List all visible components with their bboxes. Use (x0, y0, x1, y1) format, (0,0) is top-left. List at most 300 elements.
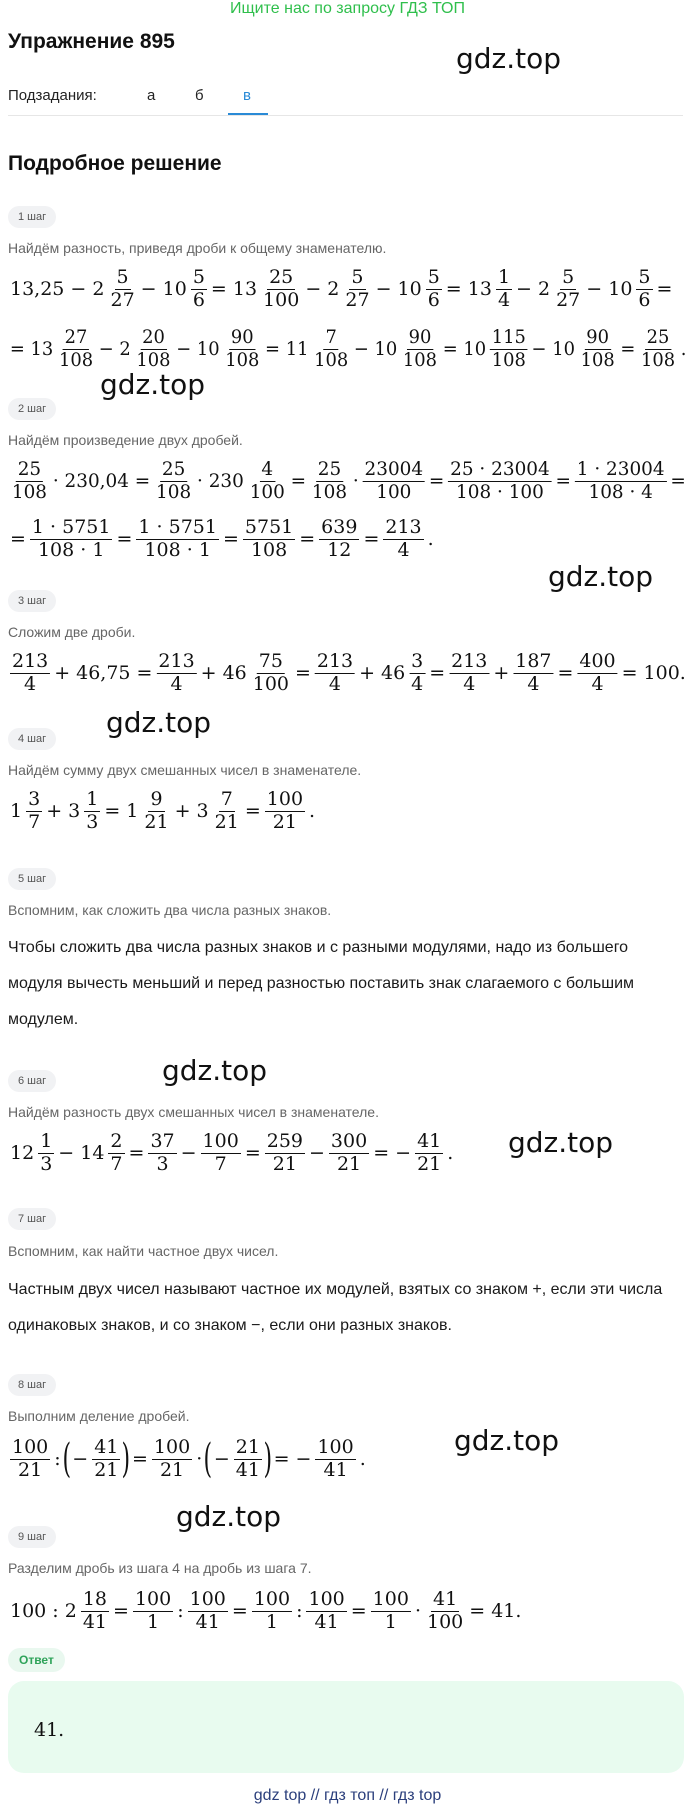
fraction (30, 517, 113, 562)
fraction (639, 327, 677, 372)
math-text: : (54, 1448, 61, 1470)
fraction (310, 459, 349, 504)
denominator: 108 (491, 348, 526, 371)
fraction (363, 459, 425, 504)
math-text: · (414, 1600, 421, 1622)
fraction (92, 1437, 120, 1482)
answer-badge: Ответ (8, 1648, 65, 1672)
step3-expression (8, 644, 688, 702)
denominator: 41 (323, 1458, 348, 1481)
fraction (554, 267, 582, 312)
denominator: 7 (28, 810, 41, 833)
parenthesis: ) (121, 1436, 131, 1482)
math-text: − 10 (531, 338, 575, 360)
tab-a[interactable]: а (147, 87, 156, 104)
numerator: 90 (586, 325, 610, 348)
step-description: Сложим две дроби. (8, 624, 136, 640)
denominator: 100 (426, 1610, 464, 1633)
fraction (319, 517, 359, 562)
fraction (329, 1131, 369, 1176)
denominator: 3 (86, 810, 99, 833)
math-text: = 13 (9, 338, 54, 360)
numerator: 100 (153, 1435, 191, 1458)
math-text: + 46 (200, 662, 247, 684)
math-text: − (309, 1142, 325, 1164)
step-description: Разделим дробь из шага 4 на дробь из шага 7. (8, 1560, 312, 1576)
numerator: 3 (411, 649, 424, 672)
denominator: 108 (314, 348, 349, 371)
watermark: gdz.top (176, 1500, 282, 1533)
fraction (26, 789, 42, 834)
step-badge: 3 шаг (8, 590, 56, 612)
math-text: − (72, 1448, 89, 1470)
parenthesis: ) (263, 1436, 273, 1482)
math-text: = 1 (104, 800, 139, 822)
fraction (234, 1437, 262, 1482)
tab-b[interactable]: б (195, 87, 204, 104)
denominator: 108 (58, 348, 94, 371)
tab-v[interactable]: в (243, 87, 251, 104)
step-badge: 7 шаг (8, 1208, 56, 1230)
math-text: = (231, 1600, 248, 1622)
numerator: 5 (351, 265, 364, 288)
watermark: gdz.top (106, 706, 212, 739)
step4-expression (8, 782, 317, 840)
fraction (243, 517, 295, 562)
math-text: − 14 (58, 1142, 105, 1164)
fraction (57, 327, 95, 372)
numerator: 5 (192, 265, 205, 288)
math-text: = (294, 662, 311, 684)
math-text: . (359, 1448, 366, 1470)
denominator: 21 (417, 1152, 442, 1175)
step-badge: 5 шаг (8, 868, 56, 890)
math-text: = (244, 1142, 261, 1164)
math-text: + 46,75 = (54, 662, 153, 684)
fraction (38, 1131, 54, 1176)
math-text: − 10 (140, 278, 187, 300)
step2-expression-line1 (8, 452, 688, 510)
step-badge: 4 шаг (8, 728, 56, 750)
numerator: 1 (40, 1129, 53, 1152)
denominator: 108 · 100 (456, 480, 544, 503)
fraction (496, 267, 512, 312)
numerator: 5 (427, 265, 440, 288)
parenthesis: ( (203, 1436, 213, 1482)
watermark: gdz.top (100, 368, 206, 401)
math-text: = − (373, 1142, 412, 1164)
step-description: Выполним деление дробей. (8, 1408, 190, 1424)
numerator: 115 (491, 325, 526, 348)
math-text: · (352, 470, 359, 492)
math-text: . (447, 1142, 454, 1164)
fraction (223, 327, 261, 372)
step-badge: 1 шаг (8, 206, 56, 228)
numerator: 5 (562, 265, 575, 288)
denominator: 4 (170, 672, 183, 695)
math-text: · 230,04 = (52, 470, 151, 492)
answer-value: 41. (34, 1719, 65, 1741)
numerator: 90 (230, 325, 254, 348)
numerator: 25 · 23004 (450, 457, 550, 480)
fraction (108, 267, 136, 312)
math-text: = (290, 470, 307, 492)
search-banner: Ищите нас по запросу ГДЗ ТОП (230, 0, 465, 17)
math-text: = 11 (265, 338, 309, 360)
denominator: 4 (411, 672, 424, 695)
math-text: 1 (10, 800, 23, 822)
fraction (248, 459, 287, 504)
fraction (261, 267, 301, 312)
tabs-divider (8, 115, 683, 116)
denominator: 4 (397, 538, 410, 561)
math-text: = (363, 528, 380, 550)
denominator: 1 (147, 1610, 160, 1633)
math-text: 12 (10, 1142, 35, 1164)
denominator: 108 (11, 480, 48, 503)
denominator: 1 (384, 1610, 397, 1633)
denominator: 21 (272, 1152, 297, 1175)
step-description: Найдём разность, приведя дроби к общему знаменателю. (8, 240, 387, 256)
fraction (409, 651, 425, 696)
numerator: 25 (17, 457, 42, 480)
numerator: 213 (385, 515, 422, 538)
denominator: 41 (235, 1458, 260, 1481)
numerator: 9 (150, 787, 163, 810)
denominator: 1 (265, 1610, 278, 1633)
denominator: 100 (376, 480, 412, 503)
math-text: 13,25 − 2 (10, 278, 105, 300)
numerator: 1 · 5751 (31, 515, 111, 538)
math-text: = 41. (469, 1600, 522, 1622)
fraction (152, 1437, 192, 1482)
denominator: 41 (82, 1610, 108, 1633)
fraction (371, 1589, 411, 1634)
denominator: 4 (527, 672, 540, 695)
section-title: Подробное решение (8, 152, 222, 175)
fraction (84, 789, 100, 834)
numerator: 41 (433, 1587, 458, 1610)
math-text: = (222, 528, 239, 550)
math-text: = (116, 528, 133, 550)
denominator: 27 (556, 288, 581, 311)
denominator: 108 · 4 (588, 480, 653, 503)
numerator: 100 (317, 1435, 354, 1458)
fraction (513, 651, 553, 696)
denominator: 6 (427, 288, 440, 311)
denominator: 21 (18, 1458, 43, 1481)
fraction (306, 1589, 346, 1634)
numerator: 100 (134, 1587, 172, 1610)
denominator: 4 (24, 672, 37, 695)
math-text: = (10, 528, 26, 550)
denominator: 7 (110, 1152, 123, 1175)
numerator: 100 (372, 1587, 409, 1610)
step8-expression (8, 1430, 368, 1488)
fraction (251, 651, 291, 696)
math-text: = (429, 662, 446, 684)
math-text: = (132, 1448, 148, 1470)
numerator: 213 (158, 649, 195, 672)
math-text: = (299, 528, 316, 550)
step-description: Найдём произведение двух дробей. (8, 432, 243, 448)
math-text: : (177, 1600, 184, 1622)
math-text: = (656, 278, 673, 300)
numerator: 1 (86, 787, 99, 810)
denominator: 6 (192, 288, 205, 311)
fraction (449, 651, 489, 696)
numerator: 5751 (244, 515, 294, 538)
fraction (265, 1131, 305, 1176)
fraction (448, 459, 551, 504)
math-text: 100 : 2 (10, 1600, 77, 1622)
fraction (108, 1131, 124, 1176)
numerator: 400 (579, 649, 616, 672)
denominator: 108 (156, 480, 192, 503)
step1-expression-line1 (8, 260, 674, 318)
numerator: 7 (220, 787, 233, 810)
math-text: · (196, 1448, 203, 1470)
fraction (154, 459, 193, 504)
denominator: 21 (214, 810, 239, 833)
step9-expression (8, 1582, 523, 1640)
numerator: 20 (142, 325, 165, 348)
fraction (265, 789, 305, 834)
fraction (252, 1589, 292, 1634)
numerator: 4 (261, 457, 274, 480)
numerator: 100 (308, 1587, 345, 1610)
math-text: − 10 (353, 338, 398, 360)
denominator: 108 (250, 538, 288, 561)
active-tab-indicator (228, 113, 268, 115)
watermark: gdz.top (162, 1054, 268, 1087)
denominator: 108 (640, 348, 676, 371)
numerator: 259 (266, 1129, 303, 1152)
denominator: 108 (225, 348, 260, 371)
denominator: 100 (252, 672, 289, 695)
fraction (188, 1589, 228, 1634)
step6-expression (8, 1124, 455, 1182)
step-description: Найдём разность двух смешанных чисел в знаменателе. (8, 1104, 379, 1120)
numerator: 1 (497, 265, 511, 288)
numerator: 18 (82, 1587, 108, 1610)
math-text: . (427, 528, 434, 550)
denominator: 27 (345, 288, 370, 311)
denominator: 7 (214, 1152, 227, 1175)
step-description: Найдём сумму двух смешанных чисел в знаменателе. (8, 762, 362, 778)
fraction (383, 517, 423, 562)
numerator: 75 (258, 649, 283, 672)
denominator: 108 (136, 348, 171, 371)
numerator: 1 · 5751 (138, 515, 217, 538)
fraction (636, 267, 652, 312)
fraction (133, 1589, 173, 1634)
numerator: 90 (408, 325, 432, 348)
fraction (577, 651, 617, 696)
denominator: 41 (195, 1610, 220, 1633)
numerator: 5 (638, 265, 651, 288)
math-text: . (309, 800, 316, 822)
math-text: − 2 (516, 278, 551, 300)
denominator: 100 (249, 480, 285, 503)
math-text: + 3 (46, 800, 81, 822)
math-text: − 10 (586, 278, 633, 300)
fraction (10, 651, 50, 696)
fraction (201, 1131, 241, 1176)
numerator: 25 (317, 457, 342, 480)
math-text: = 10 (442, 338, 487, 360)
denominator: 108 · 1 (144, 538, 211, 561)
math-text: = (670, 470, 686, 492)
fraction (213, 789, 241, 834)
denominator: 21 (94, 1458, 119, 1481)
math-text: = (620, 338, 636, 360)
fraction (343, 267, 371, 312)
denominator: 100 (263, 288, 300, 311)
math-text: = (128, 1142, 145, 1164)
denominator: 41 (314, 1610, 339, 1633)
math-text: = (244, 800, 261, 822)
rule-text: Чтобы сложить два числа разных знаков и с разными модулями, надо из большего модуля вычесть меньший и перед разностью поставить знак слагаемого с большим модулем. (8, 939, 635, 1028)
numerator: 21 (235, 1435, 260, 1458)
math-text: − 2 (98, 338, 131, 360)
numerator: 23004 (364, 457, 424, 480)
fraction (10, 1437, 50, 1482)
math-text: : (296, 1600, 303, 1622)
math-text: = (113, 1600, 129, 1622)
numerator: 300 (330, 1129, 368, 1152)
denominator: 27 (110, 288, 135, 311)
fraction (490, 327, 528, 372)
denominator: 21 (336, 1152, 362, 1175)
math-text: + (493, 662, 510, 684)
denominator: 3 (40, 1152, 53, 1175)
denominator: 21 (272, 810, 297, 833)
fraction (426, 267, 442, 312)
parenthesis: ( (62, 1436, 71, 1482)
step-description: Вспомним, как сложить два числа разных знаков. (8, 902, 332, 918)
footer-links[interactable]: gdz top // гдз топ // гдз top (253, 1787, 442, 1804)
math-text: . (680, 338, 687, 360)
page-title: Упражнение 895 (8, 30, 175, 53)
step2-expression-line2 (8, 510, 436, 568)
math-text: − (180, 1142, 197, 1164)
fraction (142, 789, 170, 834)
numerator: 639 (321, 515, 358, 538)
fraction (401, 327, 439, 372)
math-text: = 13 (210, 278, 258, 300)
subtasks-label: Подзадания: (8, 87, 97, 104)
math-text: − 10 (375, 278, 422, 300)
denominator: 108 (311, 480, 348, 503)
numerator: 1 · 23004 (576, 457, 665, 480)
watermark: gdz.top (454, 1424, 560, 1457)
numerator: 25 (646, 325, 670, 348)
numerator: 100 (253, 1587, 291, 1610)
math-text: − 10 (176, 338, 220, 360)
math-text: − 2 (305, 278, 340, 300)
denominator: 21 (159, 1458, 185, 1481)
numerator: 5 (116, 265, 129, 288)
denominator: 4 (328, 672, 342, 695)
numerator: 187 (515, 649, 552, 672)
fraction (10, 459, 49, 504)
fraction (156, 651, 196, 696)
watermark: gdz.top (508, 1126, 614, 1159)
numerator: 213 (451, 649, 488, 672)
fraction (81, 1589, 109, 1634)
fraction (312, 327, 350, 372)
math-text: = (557, 662, 574, 684)
numerator: 27 (64, 325, 88, 348)
fraction (315, 651, 355, 696)
denominator: 108 (402, 348, 438, 371)
numerator: 100 (189, 1587, 226, 1610)
numerator: 25 (161, 457, 186, 480)
rule-text: Частным двух чисел называют частное их модулей, взятых со знаком +, если эти числа одинаковых знаков, и со знаком −, если они разных знаков. (8, 1281, 663, 1334)
numerator: 213 (11, 649, 49, 672)
numerator: 213 (316, 649, 354, 672)
step-badge: 2 шаг (8, 398, 56, 420)
fraction (425, 1589, 465, 1634)
denominator: 12 (327, 538, 352, 561)
fraction (135, 327, 173, 372)
fraction (575, 459, 667, 504)
denominator: 108 · 1 (37, 538, 105, 561)
denominator: 3 (156, 1152, 169, 1175)
math-text: = − (273, 1448, 312, 1470)
math-text: = 100. (621, 662, 686, 684)
denominator: 4 (497, 288, 511, 311)
numerator: 100 (202, 1129, 239, 1152)
math-text: · 230 (197, 470, 244, 492)
denominator: 4 (463, 672, 476, 695)
math-text: − (213, 1448, 230, 1470)
math-text: = (555, 470, 571, 492)
fraction (136, 517, 219, 562)
denominator: 6 (638, 288, 651, 311)
step-badge: 9 шаг (8, 1526, 56, 1548)
numerator: 37 (150, 1129, 175, 1152)
answer-box (8, 1681, 684, 1773)
denominator: 108 (580, 348, 615, 371)
step-badge: 6 шаг (8, 1070, 56, 1092)
numerator: 3 (28, 787, 41, 810)
numerator: 41 (94, 1435, 119, 1458)
numerator: 41 (417, 1129, 442, 1152)
numerator: 100 (266, 787, 304, 810)
fraction (148, 1131, 176, 1176)
denominator: 4 (591, 672, 604, 695)
fraction (415, 1131, 443, 1176)
denominator: 21 (144, 810, 169, 833)
watermark: gdz.top (548, 560, 654, 593)
math-text: = (350, 1600, 367, 1622)
math-text: = (428, 470, 445, 492)
numerator: 7 (325, 325, 337, 348)
step-badge: 8 шаг (8, 1374, 56, 1396)
fraction (315, 1437, 355, 1482)
math-text: = 13 (445, 278, 492, 300)
math-text: + 46 (359, 662, 406, 684)
fraction (579, 327, 617, 372)
step-description: Вспомним, как найти частное двух чисел. (8, 1243, 279, 1259)
numerator: 2 (110, 1129, 123, 1152)
numerator: 25 (269, 265, 294, 288)
fraction (191, 267, 207, 312)
math-text: + 3 (174, 800, 209, 822)
numerator: 100 (12, 1435, 49, 1458)
